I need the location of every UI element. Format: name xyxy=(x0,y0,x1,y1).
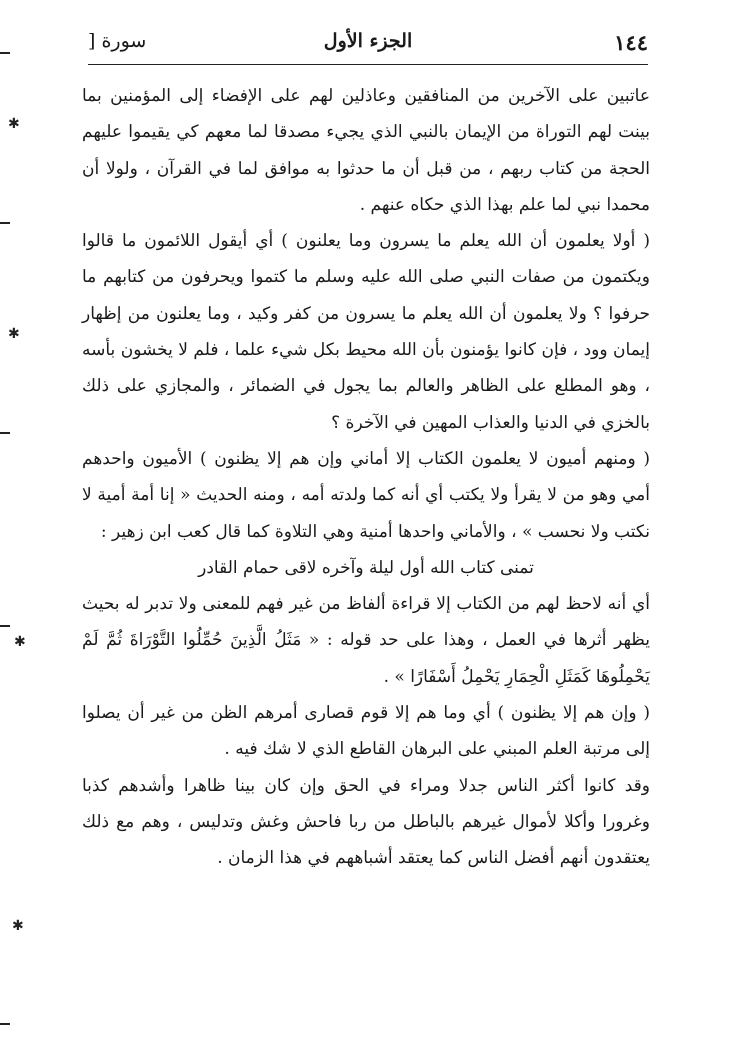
binding-hole-icon: ✱ xyxy=(14,634,26,650)
header-rule xyxy=(88,64,648,65)
margin-mark xyxy=(0,222,10,224)
binding-hole-icon: ✱ xyxy=(12,918,24,934)
surah-label: سورة [ xyxy=(88,30,147,52)
margin-mark xyxy=(0,625,10,627)
part-title: الجزء الأول xyxy=(323,30,413,52)
paragraph: أي أنه لاحظ لهم من الكتاب إلا قراءة ألفاظ من غير فهم للمعنى ولا تدبر له بحيث يظهر أثرها في العمل ، وهذا على حد قوله : « مَثَلُ الَّذِينَ حُمِّلُوا التَّوْرَاةَ ثُمَّ لَمْ يَحْمِلُوهَا كَمَثَلِ الْحِمَارِ يَحْمِلُ أَسْفَارًا » . xyxy=(82,594,650,687)
binding-hole-icon: ✱ xyxy=(8,326,20,342)
paragraph: ( وإن هم إلا يظنون ) أي وما هم إلا قوم قصارى أمرهم الظن من غير أن يصلوا إلى مرتبة العلم المبني على البرهان القاطع الذي لا شك فيه . xyxy=(82,703,650,760)
margin-mark xyxy=(0,52,10,54)
paragraph: عاتبين على الآخرين من المنافقين وعاذلين لهم على الإفضاء إلى المؤمنين بما بينت لهم التوراة من الإيمان بالنبي الذي يجيء مصدقا لما معهم كي يقيموا عليهم الحجة من كتاب ربهم ، من قبل أن ما حدثوا به موافق لما في القرآن ، ولولا أن محمدا نبي لما علم بهذا الذي حكاه عنهم . xyxy=(82,86,650,215)
paragraph: ( ومنهم أميون لا يعلمون الكتاب إلا أماني وإن هم إلا يظنون ) الأميون واحدهم أمي وهو من لا يقرأ ولا يكتب أي أنه كما ولدته أمه ، ومنه الحديث « إنا أمة أمية لا نكتب ولا نحسب » ، والأماني واحدها أمنية وهي التلاوة كما قال كعب ابن زهير : xyxy=(82,448,650,542)
paragraph: ( أولا يعلمون أن الله يعلم ما يسرون وما يعلنون ) أي أيقول اللائمون ما قالوا ويكتمون من صفات النبي صلى الله عليه وسلم ما كتموا ويحرفون من كتابهم ما حرفوا ؟ ولا يعلمون أن الله يعلم ما يسرون من كفر وكيد ، وما يعلنون من إظهار إيمان وود ، فإن كانوا يؤمنون بأن الله محيط بكل شيء علما ، فلم لا يخشون بأسه ، وهو المطلع على الظاهر والعالم بما يجول في الضمائر ، والمجازي على ذلك بالخزي في الدنيا والعذاب المهين في الآخرة ؟ xyxy=(82,231,650,433)
binding-hole-icon: ✱ xyxy=(8,116,20,132)
paragraph: وقد كانوا أكثر الناس جدلا ومراء في الحق وإن كان بينا ظاهرا وأشدهم كذبا وغرورا وأكلا لأموال غيرهم بالباطل من ربا فاحش وغش وتدليس ، وهم مع ذلك يعتقدون أنهم أفضل الناس كما يعتقد أشباههم في هذا الزمان . xyxy=(82,775,650,869)
poetry-verse: تمنى كتاب الله أول ليلة وآخره لاقى حمام القادر xyxy=(198,557,534,578)
page-number: ١٤٤ xyxy=(614,30,648,55)
margin-mark xyxy=(0,1023,10,1025)
page-body xyxy=(82,78,650,877)
page-header xyxy=(88,28,648,64)
margin-mark xyxy=(0,432,10,434)
